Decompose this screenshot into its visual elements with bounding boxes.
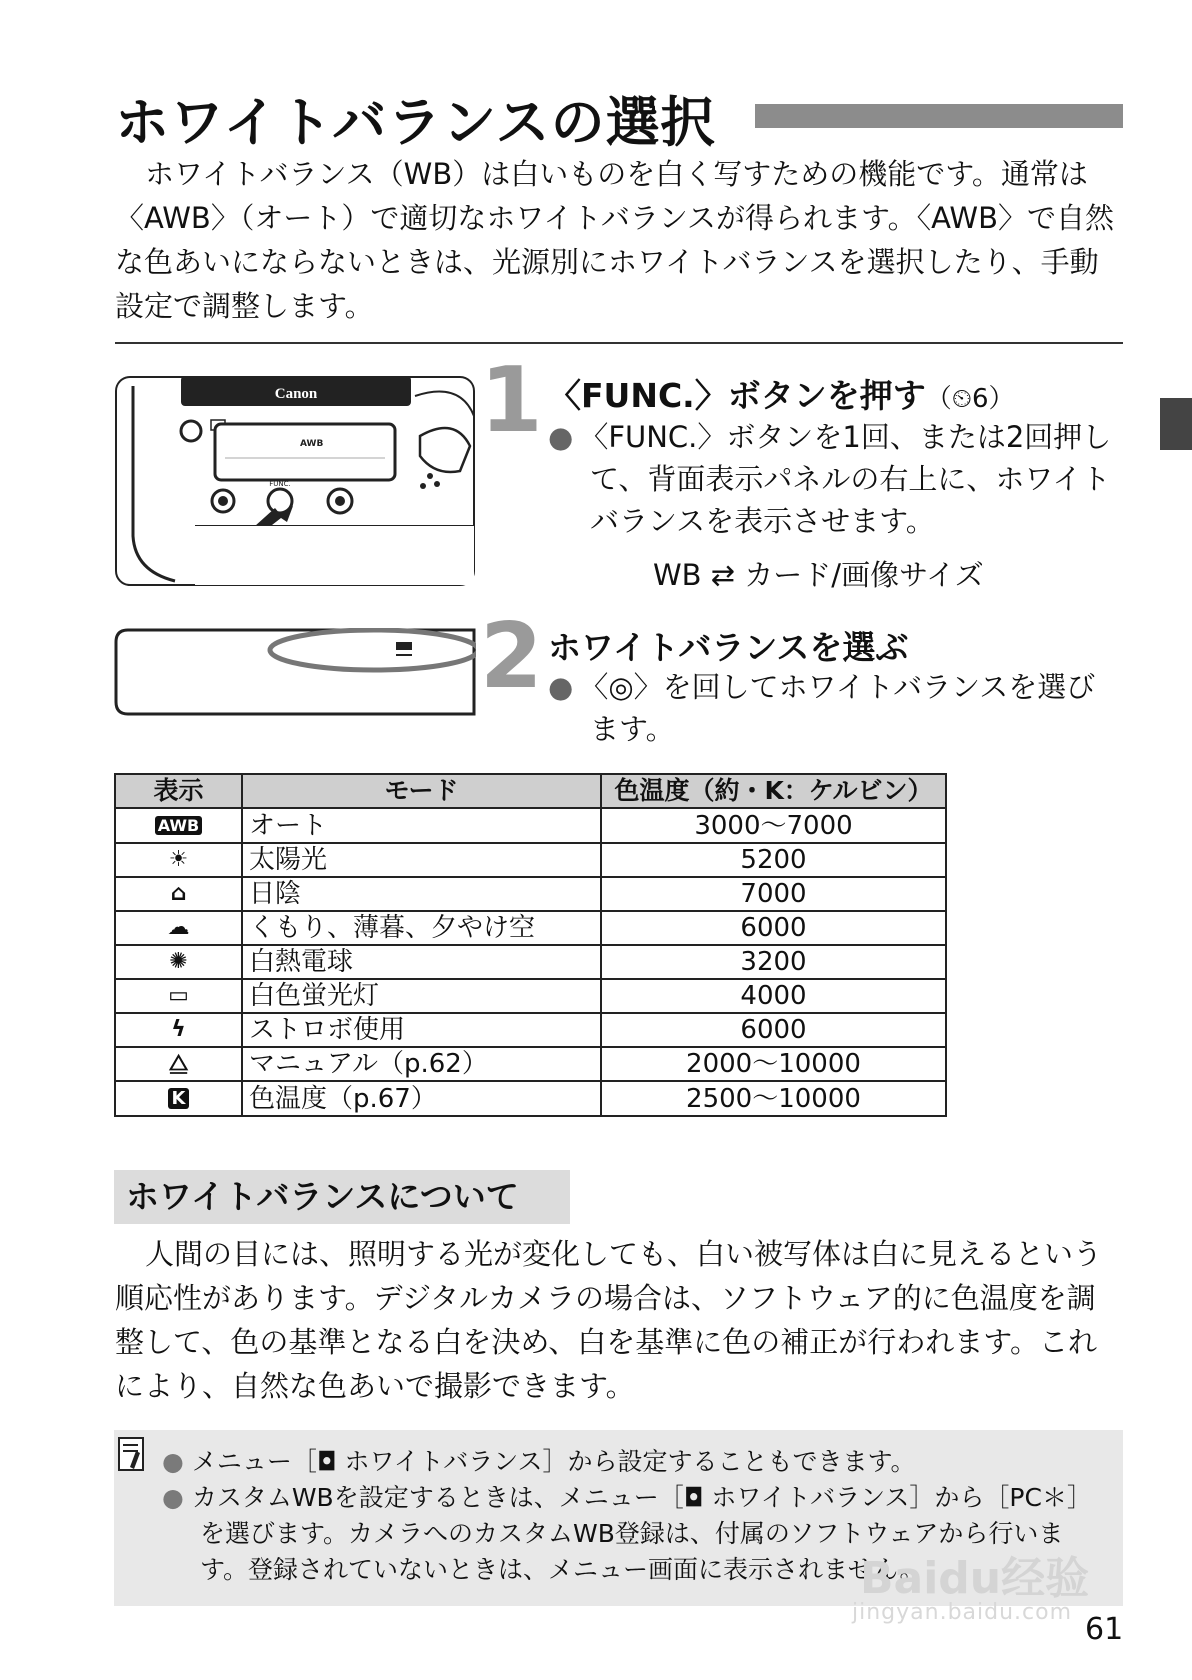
temp-cell: 2000～10000 [601, 1047, 946, 1081]
wb-daylight-icon: ☀ [115, 843, 242, 877]
lcd-panel-illustration [114, 628, 476, 716]
page-title: ホワイトバランスの選択 [115, 91, 716, 154]
step-1-line: 〈FUNC.〉ボタンを1回、または2回押し [579, 420, 1112, 454]
section-line: 人間の目には、照明する光が変化しても、白い被写体は白に見えるという [145, 1237, 1103, 1271]
temp-cell: 6000 [601, 1013, 946, 1047]
section-line: 整して、色の基準となる白を決め、白を基準に色の補正が行われます。これ [115, 1325, 1097, 1359]
temp-cell: 6000 [601, 911, 946, 945]
temp-cell: 3200 [601, 945, 946, 979]
step-1-body [548, 416, 1128, 596]
watermark-url: jingyan.baidu.com [852, 1600, 1073, 1625]
table-row [115, 1013, 946, 1047]
note-line: す。登録されていないときは、メニュー画面に表示されません。 [200, 1555, 925, 1584]
wb-cycle-text: WB ⇄ カード/画像サイズ [653, 558, 984, 592]
step-1-title-text: 〈FUNC.〉ボタンを押す [548, 376, 926, 415]
wb-kelvin-icon: K [115, 1081, 242, 1116]
white-balance-table [114, 773, 947, 1117]
temp-cell: 5200 [601, 843, 946, 877]
wb-flash-icon: ϟ [115, 1013, 242, 1047]
header-mode: モード [242, 774, 601, 808]
table-row [115, 808, 946, 843]
step-2-number: 2 [480, 604, 543, 709]
intro-line: ホワイトバランス（WB）は白いものを白く写すための機能です。通常は [145, 157, 1088, 191]
intro-paragraph [115, 152, 1123, 328]
note-line: カスタムWBを設定するときは、メニュー［◘ ホワイトバランス］から［PC＊］ [191, 1483, 1092, 1512]
mode-cell: 太陽光 [242, 843, 601, 877]
table-row [115, 877, 946, 911]
step-1-number: 1 [480, 348, 543, 453]
header-display: 表示 [115, 774, 242, 808]
note-bullet-icon: ● [162, 1483, 184, 1512]
wb-cloudy-icon: ☁ [115, 911, 242, 945]
step-1-title [548, 370, 1015, 417]
table-row [115, 979, 946, 1013]
mode-cell: ストロボ使用 [242, 1013, 601, 1047]
camera-back-illustration [115, 376, 475, 586]
note-line: メニュー［◘ ホワイトバランス］から設定することもできます。 [191, 1447, 916, 1476]
mode-cell: 日陰 [242, 877, 601, 911]
mode-cell: 白色蛍光灯 [242, 979, 601, 1013]
temp-cell: 7000 [601, 877, 946, 911]
note-line: を選びます。カメラへのカスタムWB登録は、付属のソフトウェアから行いま [200, 1519, 1064, 1548]
timer-ref: （⏲6） [925, 384, 1015, 414]
bullet-icon: ● [548, 420, 574, 454]
step-2-title: ホワイトバランスを選ぶ [548, 628, 909, 667]
step-2-line: 〈◎〉を回してホワイトバランスを選び [579, 670, 1096, 704]
title-accent-bar [755, 104, 1123, 128]
chapter-tab [1160, 398, 1192, 450]
note-bullet-icon: ● [162, 1447, 184, 1476]
lcd-wb-indicator: AWB [300, 439, 324, 449]
table-row [115, 1047, 946, 1081]
header-temperature: 色温度（約・K：ケルビン） [601, 774, 946, 808]
page-number: 61 [1085, 1612, 1124, 1647]
section-heading: ホワイトバランスについて [114, 1170, 570, 1224]
table-row [115, 1081, 946, 1116]
memo-icon [118, 1437, 144, 1471]
table-header-row [115, 774, 946, 808]
mode-cell: マニュアル（p.62） [242, 1047, 601, 1081]
table-row [115, 843, 946, 877]
mode-cell: 白熱電球 [242, 945, 601, 979]
wb-shade-icon: ⌂ [115, 877, 242, 911]
section-line: により、自然な色あいで撮影できます。 [115, 1369, 635, 1403]
mode-cell: くもり、薄暮、夕やけ空 [242, 911, 601, 945]
temp-cell: 3000～7000 [601, 808, 946, 843]
step-2-line: ます。 [590, 712, 675, 746]
step-1-line: バランスを表示させます。 [590, 504, 935, 538]
mode-cell: 色温度（p.67） [242, 1081, 601, 1116]
intro-line: な色あいにならないときは、光源別にホワイトバランスを選択したり、手動 [115, 245, 1099, 279]
camera-brand: Canon [274, 386, 318, 402]
temp-cell: 4000 [601, 979, 946, 1013]
wb-tungsten-icon: ✺ [115, 945, 242, 979]
section-paragraph [115, 1232, 1123, 1408]
wb-fluorescent-icon: ▭ [115, 979, 242, 1013]
intro-line: 〈AWB〉（オート）で適切なホワイトバランスが得られます。〈AWB〉で自然 [115, 201, 1115, 235]
intro-line: 設定で調整します。 [115, 289, 374, 323]
step-1-line: て、背面表示パネルの右上に、ホワイト [590, 462, 1111, 496]
bullet-icon: ● [548, 670, 574, 704]
temp-cell: 2500～10000 [601, 1081, 946, 1116]
table-row [115, 945, 946, 979]
wb-auto-icon: AWB [115, 808, 242, 843]
wb-custom-icon: ⧋ [115, 1047, 242, 1081]
section-line: 順応性があります。デジタルカメラの場合は、ソフトウェア的に色温度を調 [115, 1281, 1096, 1315]
mode-cell: オート [242, 808, 601, 843]
table-row [115, 911, 946, 945]
watermark-logo: Baidu经验 [860, 1553, 1090, 1604]
func-button-label: FUNC. [269, 480, 291, 488]
step-2-body [548, 666, 1128, 750]
section-divider [115, 342, 1123, 344]
